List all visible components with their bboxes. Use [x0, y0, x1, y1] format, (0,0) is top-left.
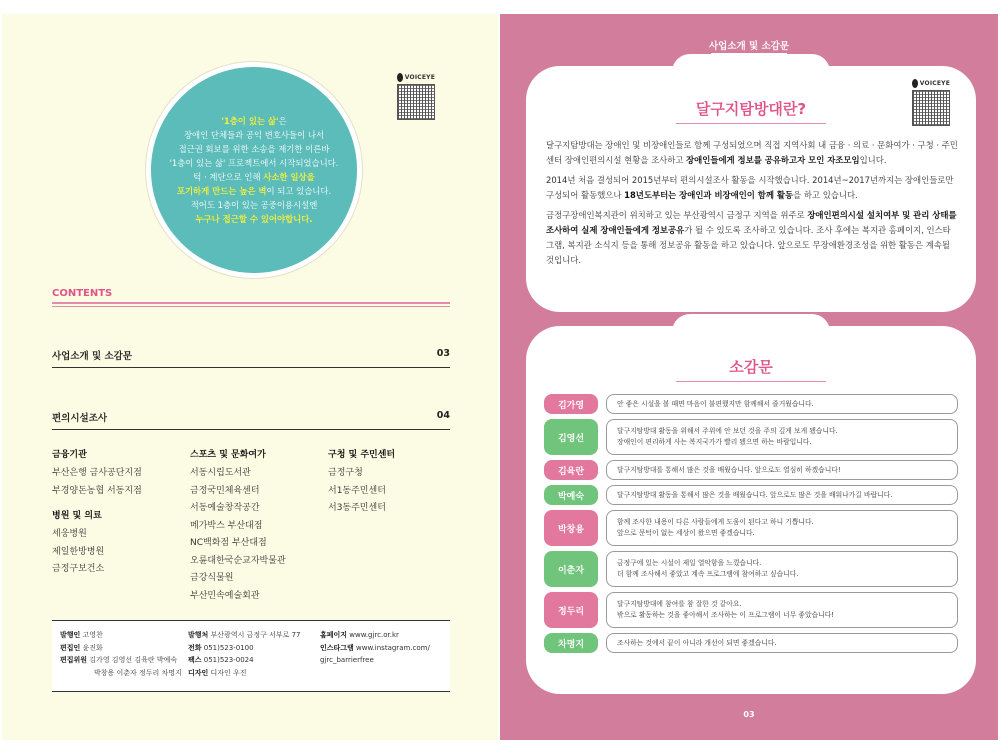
left-page — [2, 14, 498, 740]
review-title: 소감문 — [729, 358, 773, 376]
intro-paragraph — [546, 173, 958, 203]
voiceye-label: VOICEYE — [404, 73, 435, 81]
right-page — [500, 14, 998, 740]
contents-title: CONTENTS — [52, 288, 113, 299]
category-heading: 구청 및 주민센터 — [328, 450, 396, 460]
review-row — [544, 460, 958, 480]
facility-item[interactable]: 서3동주민센터 — [328, 503, 386, 513]
intro-paragraph — [546, 208, 958, 268]
colophon-key: 인스타그램 — [320, 643, 354, 652]
intro-paragraphs — [546, 138, 958, 273]
body-text: 을 하고 있습니다. — [793, 190, 858, 200]
colophon-line — [60, 642, 182, 655]
colophon-line — [320, 654, 430, 667]
facility-item[interactable]: 부산은행 금사공단지점 — [52, 468, 142, 478]
facility-item[interactable]: 오륜대한국순교자박물관 — [190, 555, 286, 566]
facility-item[interactable]: 부산민속예술회관 — [190, 590, 260, 601]
colophon-value: 김가영 김영선 김육란 박예숙 — [89, 656, 178, 664]
colophon-line — [320, 629, 430, 642]
review-row — [544, 551, 958, 587]
review-text — [606, 592, 958, 628]
colophon-key: 발행인 — [60, 631, 81, 639]
colophon-value: www.gjrc.or.kr — [349, 631, 399, 639]
colophon-key: 발행처 — [188, 631, 209, 639]
circle-line — [221, 114, 286, 128]
circle-line — [177, 184, 331, 198]
facility-item[interactable]: 세웅병원 — [52, 529, 87, 539]
facility-item[interactable]: NC백화점 부산대점 — [190, 538, 267, 548]
bold-text: 장애인편의시설 설치여부 및 관리 상태를 조사하여 실제 장애인들에게 정보공유 — [546, 210, 957, 235]
group-spacer — [52, 500, 142, 508]
facility-item[interactable]: 제일한방병원 — [52, 546, 105, 557]
review-text — [606, 460, 958, 480]
reviewer-name: 정두리 — [544, 592, 598, 628]
review-text — [606, 510, 958, 546]
review-title-rule — [676, 381, 826, 382]
circle-line — [179, 142, 330, 156]
colophon-column-3 — [320, 629, 430, 667]
colophon-line — [188, 642, 301, 655]
intro-tab — [672, 54, 830, 88]
review-line: 앞으로 문턱이 없는 세상이 왔으면 좋겠습니다. — [617, 529, 755, 537]
voiceye-logo-icon — [912, 79, 918, 88]
colophon-line — [60, 667, 182, 680]
facility-item[interactable]: 금정국민체육센터 — [190, 485, 260, 496]
highlight-text: 누구나 접근할 수 있어야합니다. — [195, 214, 313, 224]
colophon-value: 디자인 우진 — [210, 668, 247, 677]
facility-item[interactable]: 서동시립도서관 — [190, 468, 251, 478]
reviewer-name: 이춘자 — [544, 551, 598, 587]
review-row — [544, 419, 958, 455]
toc-item-intro[interactable] — [52, 348, 450, 368]
body-text: 2014년 처음 결성되어 2015년부터 편의시설조사 활동을 시작했습니다. 2014년~2017년까지는 장애인들로만 구성되어 활동했으나 — [546, 175, 954, 200]
circle-text: 턱 · 계단으로 인해 — [193, 172, 264, 182]
circle-text: 이 되고 있습니다. — [266, 186, 332, 196]
colophon-key: 디자인 — [188, 668, 209, 677]
facility-item[interactable]: 서동예술창작공간 — [190, 503, 260, 513]
highlight-text: '1층이 있는 삶' — [221, 116, 279, 126]
circle-line — [193, 170, 314, 184]
colophon-key: 전화 — [188, 643, 202, 652]
category-heading: 스포츠 및 문화여가 — [190, 450, 266, 460]
toc-page: 03 — [436, 348, 450, 359]
reviewer-name: 김육란 — [544, 460, 598, 480]
toc-item-survey[interactable] — [52, 410, 450, 430]
colophon-key: 홈페이지 — [320, 631, 348, 639]
page-number: 03 — [743, 710, 755, 719]
review-row — [544, 485, 958, 505]
colophon-value: www.instagram.com/ — [356, 643, 430, 652]
colophon-column-1 — [60, 629, 182, 679]
review-row — [544, 633, 958, 653]
body-text: 입니다. — [859, 155, 887, 165]
review-box — [526, 326, 976, 694]
bold-text: 장애인들에게 정보를 공유하고자 모인 자조모임 — [686, 155, 860, 165]
review-line: 조사하는 것에서 끝이 아니라 개선이 되면 좋겠습니다. — [617, 638, 777, 647]
colophon-key: 편집인 — [60, 643, 81, 652]
circle-line — [191, 198, 318, 212]
circle-line — [195, 212, 312, 226]
colophon-line — [188, 667, 301, 680]
review-line: 안 좋은 시설을 볼 때면 마음이 불편했지만 함께해서 즐거웠습니다. — [617, 399, 814, 408]
category-column-2 — [190, 447, 286, 605]
reviewer-name: 김영선 — [544, 419, 598, 455]
colophon-line — [60, 629, 182, 642]
review-text — [606, 551, 958, 587]
review-line: 달구지탐방대에 참여를 참 잘한 것 같아요. — [617, 600, 742, 608]
highlight-text: 포기하게 만드는 높은 벽 — [176, 186, 267, 196]
reviewer-name: 박예숙 — [544, 485, 598, 505]
bold-text: 18년도부터는 장애인과 비장애인이 함께 활동 — [624, 190, 794, 200]
section-header: 사업소개 및 소감문 — [708, 41, 790, 52]
colophon-line — [320, 642, 430, 655]
category-heading: 병원 및 의료 — [52, 511, 102, 521]
intro-box — [526, 66, 976, 312]
reviewer-name: 김가영 — [544, 394, 598, 414]
facility-item[interactable]: 부경양돈농협 서동지점 — [52, 485, 142, 496]
facility-item[interactable]: 서1동주민센터 — [328, 485, 386, 496]
circle-text: 적어도 1층이 있는 공중이용시설엔 — [190, 200, 318, 210]
voiceye-logo-icon — [397, 73, 403, 82]
review-line: 장애인이 편리하게 사는 복지국가가 빨리 됐으면 하는 바람입니다. — [617, 438, 812, 446]
colophon-value: 051)523-0100 — [203, 643, 254, 652]
facility-item[interactable]: 메가박스 부산대점 — [190, 520, 263, 531]
colophon-value: 윤진화 — [82, 643, 103, 652]
review-row — [544, 510, 958, 546]
circle-text: 은 — [278, 116, 287, 126]
colophon-column-2 — [188, 629, 301, 679]
review-line: 달구지탐방대 활동을 통해서 많은 것을 배웠습니다. 앞으로도 많은 것을 배워나가길 바랍니다. — [617, 490, 893, 499]
colophon-value: 051)523-0024 — [203, 656, 254, 664]
intro-circle — [146, 62, 362, 278]
review-line: 밖으로 활동하는 것을 좋아해서 조사하는 이 프로그램이 너무 좋았습니다! — [617, 611, 834, 619]
toc-title: 사업소개 및 소감문 — [52, 351, 133, 362]
colophon-value: 고영찬 — [82, 631, 103, 639]
circle-line — [184, 128, 324, 142]
review-line: 달구지탐방대 활동을 위해서 주위에 안 보던 것을 주의 깊게 보게 됐습니다. — [617, 427, 838, 435]
voiceye-code-right — [912, 78, 950, 128]
body-text: 달구지탐방대는 장애인 및 비장애인들로 함께 구성되었으며 직접 지역사회 내 금융 · 의료 · 문화여가 · 구청 · 주민센터 장애인편의시설 현황을 조사하고 — [546, 140, 958, 165]
circle-text: 접근권 회보를 위한 소송을 제기한 이른바 — [178, 144, 330, 154]
facility-item[interactable]: 금정구청 — [328, 468, 363, 478]
intro-paragraph — [546, 138, 958, 168]
body-text: 금정구장애인복지관이 위치하고 있는 부산광역시 금정구 지역을 위주로 — [546, 210, 808, 220]
colophon-key: 팩스 — [188, 656, 202, 664]
review-row — [544, 592, 958, 628]
circle-text: '1층이 있는 삶' 프로젝트에서 시작되었습니다. — [169, 158, 339, 168]
colophon — [52, 620, 450, 692]
review-line: 달구지탐방대를 통해서 많은 것을 배웠습니다. 앞으로도 열심히 하겠습니다! — [617, 465, 841, 474]
qr-code-icon — [397, 84, 435, 120]
highlight-text: 사소한 일상을 — [263, 172, 315, 182]
review-line: 금정구에 있는 시설이 제일 열악함을 느꼈습니다. — [617, 559, 762, 567]
voiceye-label: VOICEYE — [919, 79, 950, 87]
colophon-value: 박창용 이춘자 정두리 차명지 — [94, 668, 182, 677]
colophon-key: 편집위원 — [60, 656, 88, 664]
circle-text: 장애인 단체들과 공익 변호사들이 나서 — [183, 130, 325, 140]
review-text — [606, 485, 958, 505]
review-tab — [672, 314, 830, 348]
reviewer-name: 차명지 — [544, 633, 598, 653]
facility-item[interactable]: 금정구보건소 — [52, 564, 105, 574]
review-list — [544, 394, 958, 658]
intro-title-rule — [676, 123, 826, 124]
qr-code-icon — [912, 90, 950, 126]
review-text — [606, 394, 958, 414]
contents-divider — [52, 302, 450, 307]
toc-page: 04 — [436, 410, 450, 421]
category-column-3 — [328, 447, 395, 518]
intro-title: 달구지탐방대란? — [695, 100, 807, 118]
review-line: 함께 조사한 내용이 다른 사람들에게 도움이 된다고 하니 기쁩니다. — [617, 518, 814, 526]
toc-title: 편의시설조사 — [52, 413, 108, 424]
body-text: 가 될 수 있도록 조사하고 있습니다. 조사 후에는 복지관 홈페이지, 인스타그램, 복지관 소식지 등을 통해 정보공유 활동을 하고 있습니다. 앞으로도 무장애환경조성을 위한 활동은 계속될 것입니다. — [546, 225, 951, 265]
review-text — [606, 633, 958, 653]
reviewer-name: 박창용 — [544, 510, 598, 546]
colophon-line — [188, 629, 301, 642]
voiceye-code-left — [397, 72, 435, 122]
facility-item[interactable]: 금강식물원 — [190, 573, 234, 583]
review-text — [606, 419, 958, 455]
category-column-1 — [52, 447, 142, 579]
colophon-value: 부산광역시 금정구 서부로 77 — [210, 631, 301, 639]
colophon-line — [60, 654, 182, 667]
colophon-value: gjrc_barrierfree — [320, 656, 374, 664]
review-row — [544, 394, 958, 414]
category-heading: 금융기관 — [52, 450, 87, 460]
colophon-line — [188, 654, 301, 667]
circle-line — [170, 156, 339, 170]
review-line: 더 함께 조사해서 좋았고 계속 프로그램에 참여하고 싶습니다. — [617, 570, 799, 578]
